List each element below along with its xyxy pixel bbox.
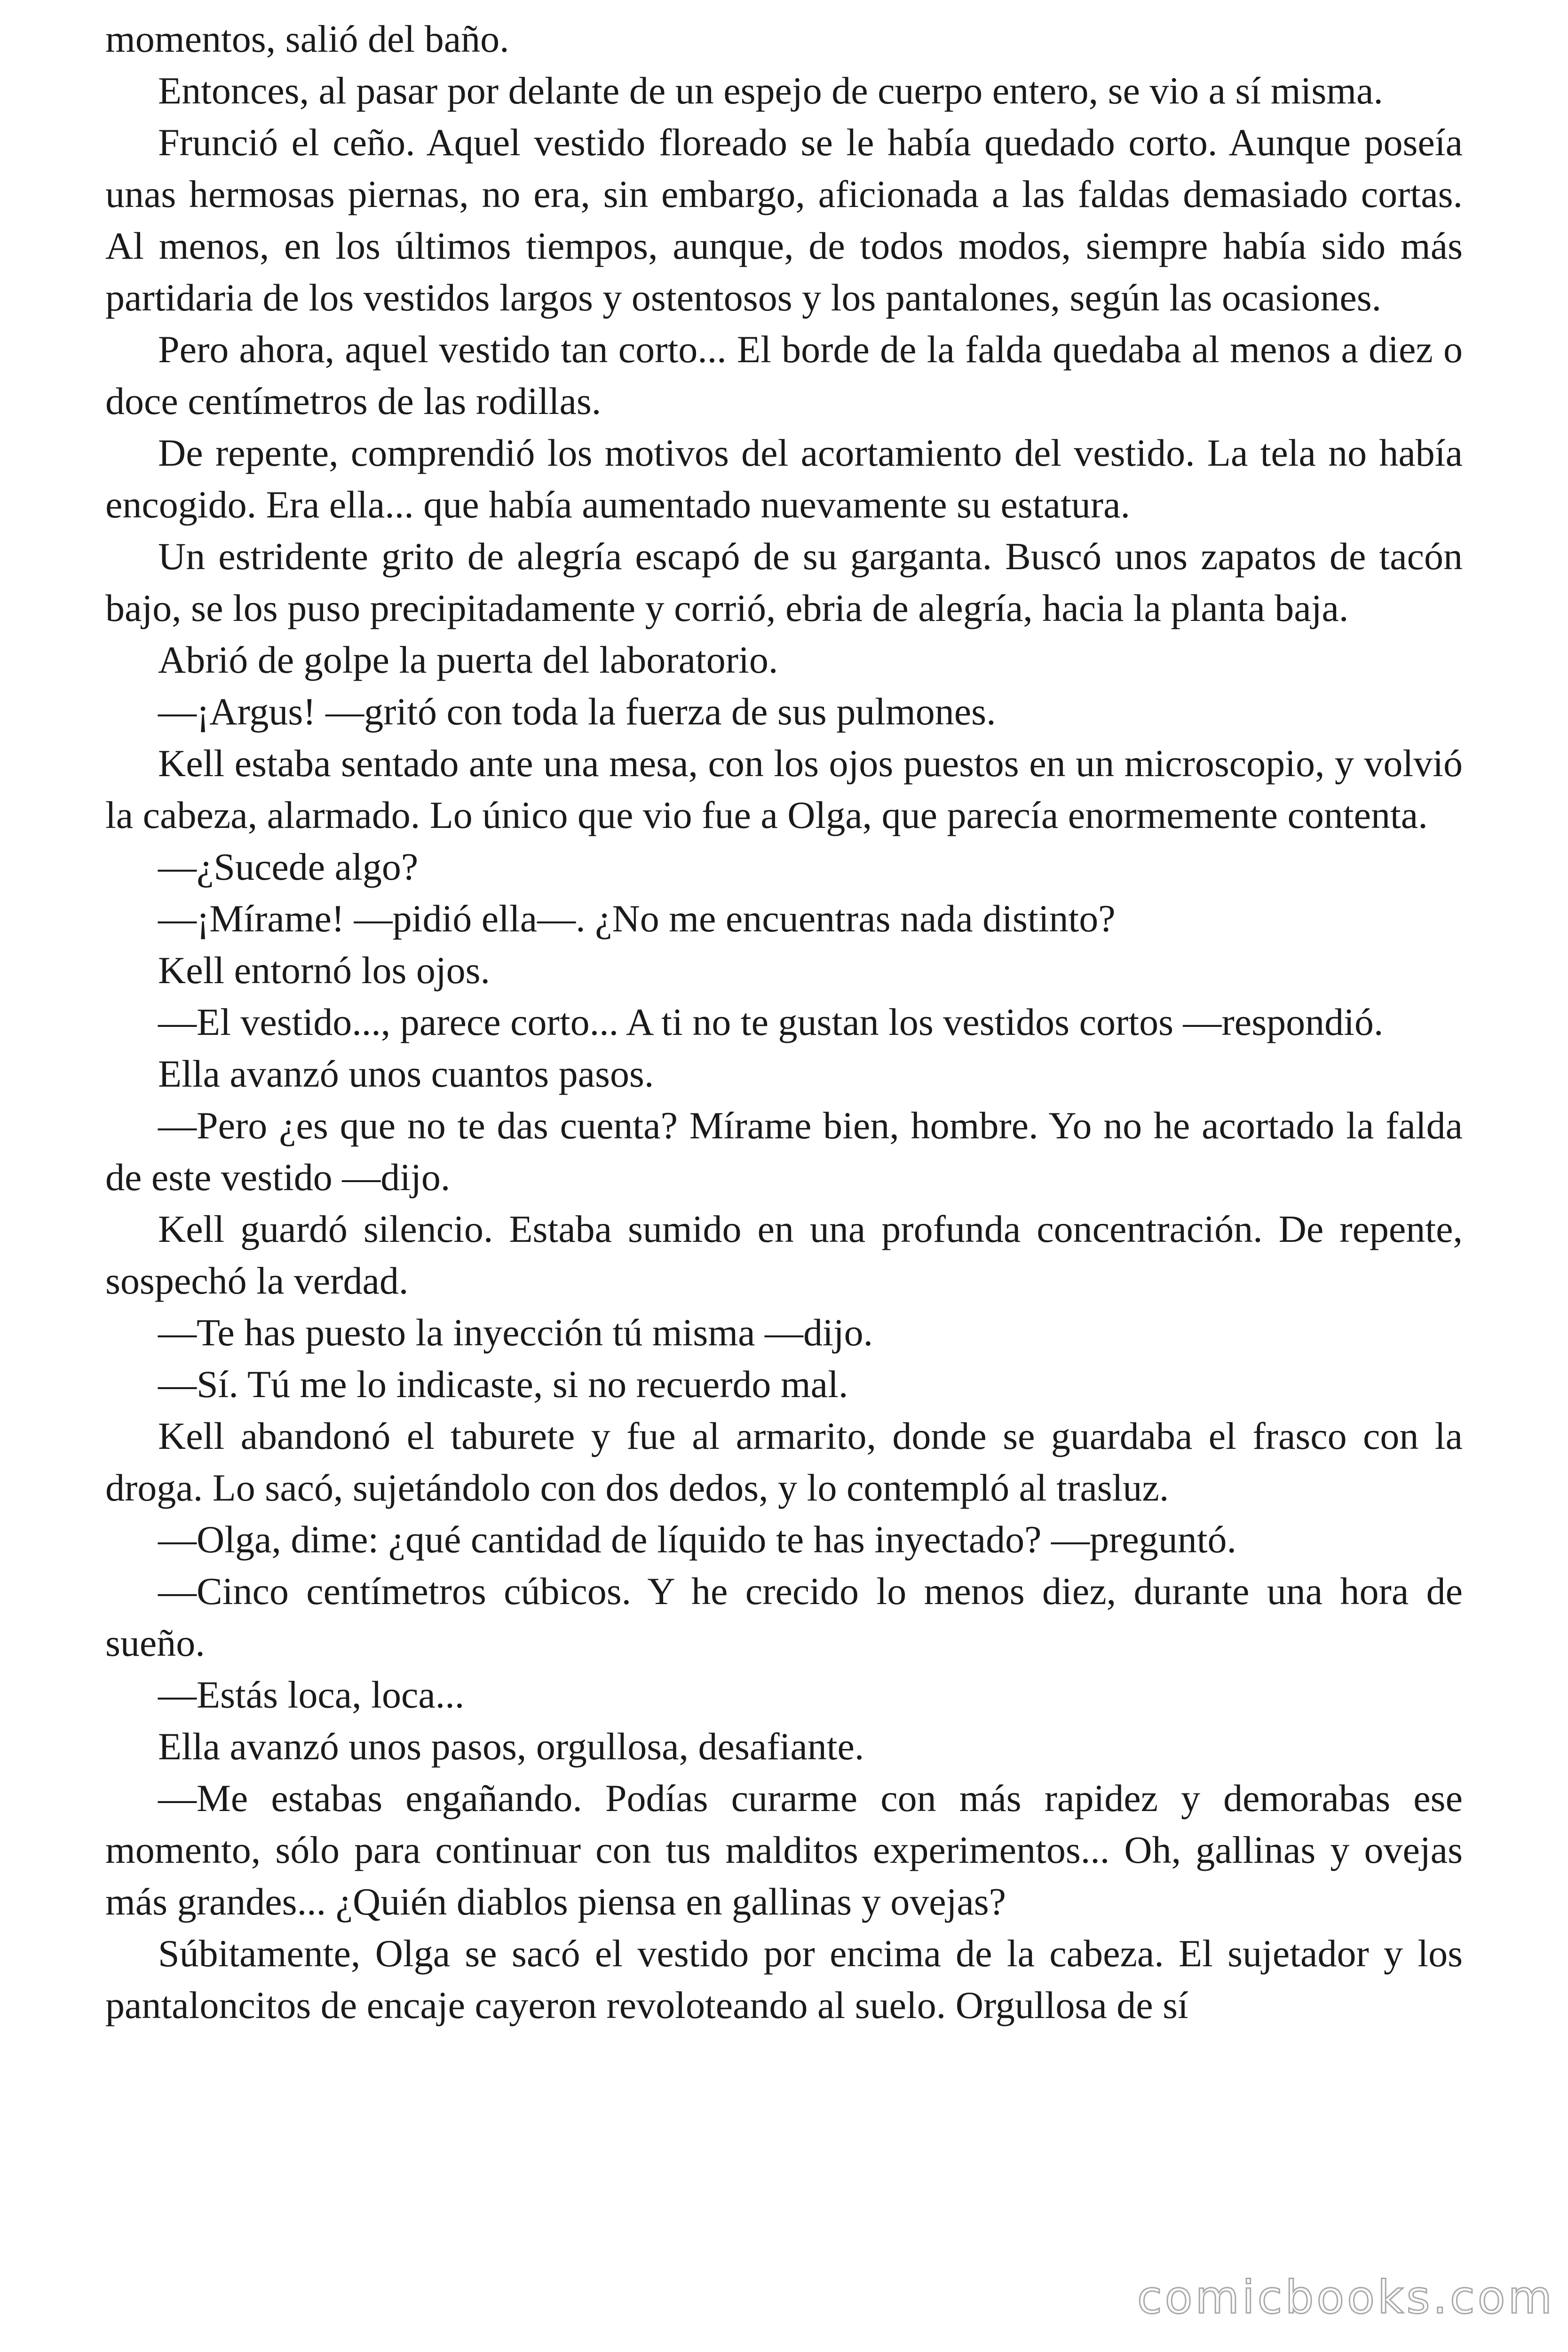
paragraph: Kell entornó los ojos. [158,949,491,992]
paragraph: —Me estabas engañando. Podías curarme con más rapidez y demorabas ese momento, sólo para continuar con tus malditos experimentos... Oh, gallinas y ovejas más grandes... ¿Quién diablos piensa en gallinas y ovejas? [105,1777,1463,1923]
paragraph: Ella avanzó unos pasos, orgullosa, desafiante. [158,1725,864,1768]
paragraph: —Olga, dime: ¿qué cantidad de líquido te has inyectado? —preguntó. [158,1518,1237,1561]
paragraph: De repente, comprendió los motivos del acortamiento del vestido. La tela no había encogido. Era ella... que había aumentado nuevamente su estatura. [105,431,1463,526]
paragraph: Kell estaba sentado ante una mesa, con los ojos puestos en un microscopio, y volvió la cabeza, alarmado. Lo único que vio fue a Olga, que parecía enormemente contenta. [105,742,1463,836]
paragraph: Abrió de golpe la puerta del laboratorio. [158,638,778,681]
paragraph: —¿Sucede algo? [158,845,419,888]
paragraph: Kell abandonó el taburete y fue al armarito, donde se guardaba el frasco con la droga. Lo sacó, sujetándolo con dos dedos, y lo contempló al trasluz. [105,1414,1463,1509]
paragraph: Kell guardó silencio. Estaba sumido en una profunda concentración. De repente, sospechó la verdad. [105,1208,1463,1302]
paragraph: Pero ahora, aquel vestido tan corto... El borde de la falda quedaba al menos a diez o doce centímetros de las rodillas. [105,328,1463,422]
paragraph: —Pero ¿es que no te das cuenta? Mírame bien, hombre. Yo no he acortado la falda de este vestido —dijo. [105,1104,1463,1199]
paragraph: —Te has puesto la inyección tú misma —dijo. [158,1311,873,1354]
paragraph: Un estridente grito de alegría escapó de su garganta. Buscó unos zapatos de tacón bajo, se los puso precipitadamente y corrió, ebria de alegría, hacia la planta baja. [105,535,1463,629]
paragraph: —¡Mírame! —pidió ella—. ¿No me encuentras nada distinto? [158,897,1116,940]
paragraph: —Sí. Tú me lo indicaste, si no recuerdo mal. [158,1363,848,1406]
paragraph: Súbitamente, Olga se sacó el vestido por encima de la cabeza. El sujetador y los pantaloncitos de encaje cayeron revoloteando al suelo. Orgullosa de sí [105,1932,1463,2026]
paragraph: Frunció el ceño. Aquel vestido floreado se le había quedado corto. Aunque poseía unas hermosas piernas, no era, sin embargo, aficionada a las faldas demasiado cortas. Al menos, en los últimos tiempos, aunque, de todos modos, siempre había sido más partidaria de los vestidos largos y ostentosos y los pantalones, según las ocasiones. [105,121,1463,319]
paragraph: Ella avanzó unos cuantos pasos. [158,1052,654,1095]
paragraph: Entonces, al pasar por delante de un espejo de cuerpo entero, se vio a sí misma. [158,69,1383,112]
paragraph: —El vestido..., parece corto... A ti no te gustan los vestidos cortos —respondió. [158,1001,1384,1043]
paragraph: momentos, salió del baño. [105,17,509,60]
paragraph: —Cinco centímetros cúbicos. Y he crecido lo menos diez, durante una hora de sueño. [105,1570,1463,1664]
watermark: comicbooks.com [1137,2271,1555,2324]
paragraph: —¡Argus! —gritó con toda la fuerza de sus pulmones. [158,690,996,733]
document-page [105,13,1463,2031]
paragraph: —Estás loca, loca... [158,1673,465,1716]
